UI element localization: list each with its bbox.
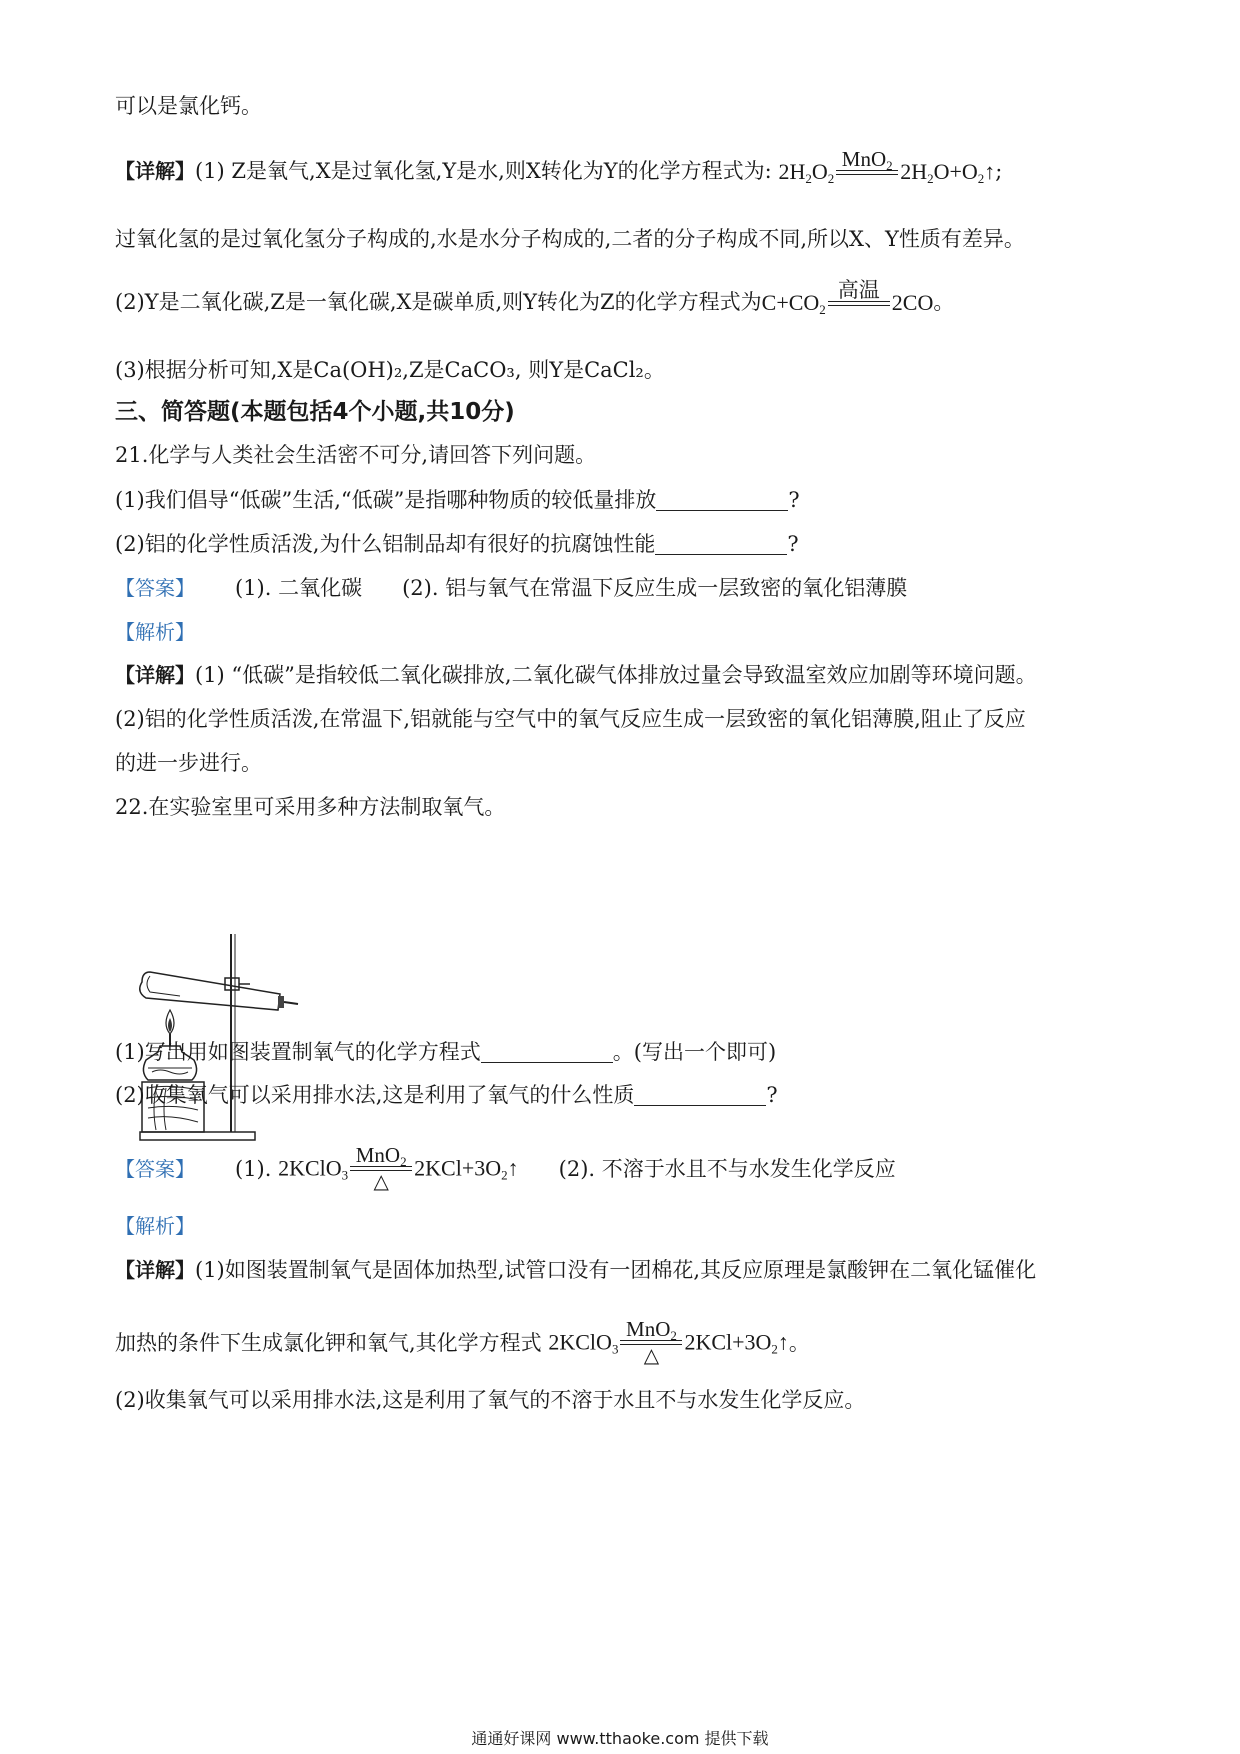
detail-line-2 [115, 278, 955, 318]
answer-21: 【答案】 (1). 二氧化碳 (2). 铝与氧气在常温下反应生成一层致密的氧化铝薄膜 [115, 576, 908, 600]
question-22-2: (2)收集氧气可以采用排水法,这是利用了氧气的什么性质 ? [115, 1083, 778, 1107]
text-line: 可以是氯化钙。 [115, 94, 262, 118]
detail-21-1: 【详解】(1) “低碳”是指较低二氧化碳排放,二氧化碳气体排放过量会导致温室效应加剧等环境问题。 [115, 663, 1037, 687]
detail-21-2a: (2)铝的化学性质活泼,在常温下,铝就能与空气中的氧气反应生成一层致密的氧化铝薄膜,阻止了反应 [115, 707, 1026, 731]
detail-21-2b: 的进一步进行。 [115, 751, 262, 775]
punct: ; [995, 159, 1003, 183]
detail-22-2: (2)收集氧气可以采用排水法,这是利用了氧气的不溶于水且不与水发生化学反应。 [115, 1388, 866, 1412]
answer-blank[interactable] [634, 1083, 766, 1106]
question-21-1: (1)我们倡导“低碳”生活,“低碳”是指哪种物质的较低量排放 ? [115, 488, 800, 512]
detail-22-1b: 加热的条件下生成氯化钾和氧气,其化学方程式 2KClO$_3$ MnO$_2$ △ $2KCl+3O_2↑$。 [115, 1317, 810, 1367]
answer-blank[interactable] [656, 488, 788, 511]
answer-tag: 【答案】 [115, 576, 195, 600]
detail-line-1 [115, 147, 1003, 187]
detail-text: (1) Z是氧气,X是过氧化氢,Y是水,则X转化为Y的化学方程式为: [195, 159, 772, 183]
answer-blank[interactable] [481, 1040, 613, 1063]
section-heading: 三、简答题(本题包括4个小题,共10分) [115, 399, 515, 425]
answer-blank[interactable] [655, 532, 787, 555]
detail-tag: 【详解】 [115, 159, 195, 183]
analysis-tag-21: 【解析】 [115, 620, 195, 644]
question-22: 22.在实验室里可采用多种方法制取氧气。 [115, 795, 506, 819]
page-footer: 通通好课网 www.tthaoke.com 提供下载 [471, 1729, 769, 1748]
punct: 。 [933, 290, 955, 314]
equation-co2: $C+CO_2$ 高温 2CO [761, 278, 934, 317]
text-line: (3)根据分析可知,X是Ca(OH)₂,Z是CaCO₃, 则Y是CaCl₂。 [115, 358, 665, 382]
answer-22: 【答案】 (1). 2KClO$_3$ MnO$_2$ △ $2KCl+3O_2↑$ (2). 不溶于水且不与水发生化学反应 [115, 1143, 896, 1193]
detail-22-1a: 【详解】(1)如图装置制氧气是固体加热型,试管口没有一团棉花,其反应原理是氯酸钾在二氧化锰催化 [115, 1258, 1037, 1282]
equation-kclo3-detail: 2KClO$_3$ MnO$_2$ △ $2KCl+3O_2↑$ [548, 1317, 789, 1367]
equation-h2o2: $2H_2O_2$ MnO$_2$ $2H_2O+O_2↑$ [778, 147, 996, 186]
analysis-tag-22: 【解析】 [115, 1214, 195, 1238]
detail-text: (2)Y是二氧化碳,Z是一氧化碳,X是碳单质,则Y转化为Z的化学方程式为 [115, 290, 762, 314]
text-line: 过氧化氢的是过氧化氢分子构成的,水是水分子构成的,二者的分子构成不同,所以X、Y性质有差异。 [115, 227, 1025, 251]
question-21-2: (2)铝的化学性质活泼,为什么铝制品却有很好的抗腐蚀性能 ? [115, 532, 799, 556]
question-21: 21.化学与人类社会生活密不可分,请回答下列问题。 [115, 443, 597, 467]
equation-kclo3: 2KClO$_3$ MnO$_2$ △ $2KCl+3O_2↑$ [278, 1143, 519, 1193]
question-22-1: (1)写出用如图装置制氧气的化学方程式 。(写出一个即可) [115, 1040, 777, 1064]
